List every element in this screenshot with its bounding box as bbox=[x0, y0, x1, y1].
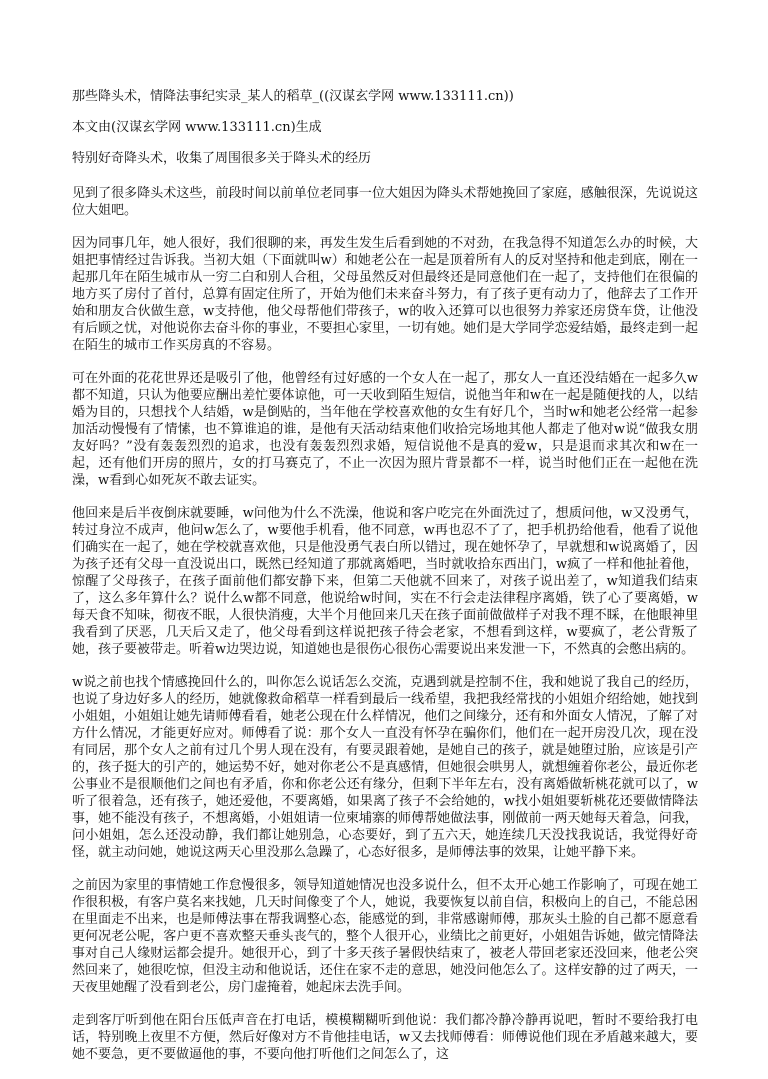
paragraph-phone-call: 走到客厅听到他在阳台压低声音在打电话，模模糊糊听到他说：我们都冷静冷静再说吧，暂时不要给我打电话，特别晚上夜里不方便，然后好像对方不肯他挂电话，w又去找师傅看：师傅说他们现在矛盾越来越大，要她不要急，更不要做逼他的事，不要向他打听他们之间怎么了，这 bbox=[72, 1013, 698, 1062]
paragraph-confrontation: 他回来是后半夜倒床就要睡，w问他为什么不洗澡，他说和客户吃完在外面洗过了，想质问他，w又没勇气，转过身泣不成声，他问w怎么了，w要他手机看，他不同意，w再也忍不了了，把手机扔给他看，他看了说他们确实在一起了，她在学校就喜欢他，只是他没勇气表白所以错过，现在她怀孕了，早就想和w说离婚了，因为孩子还有父母一直没说出口，既然已经知道了那就离婚吧，当时就收拾东西出门，w疯了一样和他扯着他，惊醒了父母孩子，在孩子面前他们都安静下来，但第二天他就不回来了，对孩子说出差了，w知道我们结束了，这么多年算什么？说什么w都不同意，他说给w时间，实在不行会走法律程序离婚，铁了心了要离婚，w每天食不知味，彻夜不眠，人很快消瘦，大半个月他回来几天在孩子面前做做样子对我不理不睬，在他眼神里我看到了厌恶，几天后又走了，他父母看到这样说把孩子待会老家，不想看到这样，w要疯了，老公背叛了她，孩子要被带走。听着w边哭边说，知道她也是很伤心很伤心需要说出来发泄一下，不然真的会憋出病的。 bbox=[72, 506, 698, 657]
source-note: 本文由(汉谋玄学网 www.133111.cn)生成 bbox=[72, 120, 322, 135]
document-title: 那些降头术，情降法事纪实录_某人的稻草_((汉谋玄学网 www.133111.cn)) bbox=[72, 89, 514, 104]
document-page bbox=[72, 88, 698, 1079]
paragraph-master-reading: w说之前也找个情感挽回什么的，叫你怎么说话怎么交流，克遇到就是控制不住，我和她说了我自己的经历，也说了身边好多人的经历，她就像救命稻草一样看到最后一线希望，我把我经常找的小姐姐介绍给她，她找到小姐姐，小姐姐让她先请师傅看看，她老公现在什么样情况，他们之间缘分，还有和外面女人情况，了解了对方什么情况，才能更好应对。师傅看了说：那个女人一直没有怀孕在骗你们，他们在一起开房没几次，现在没有同居，那个女人之前有过几个男人现在没有，有要灵跟着她，是她自己的孩子，就是她堕过胎，应该是引产的，孩子挺大的引产的，她运势不好，她对你老公不是真感情，但她很会哄男人，就想缠着你老公，最近你老公事业不是很顺他们之间也有矛盾，你和你老公还有缘分，但剩下半年左右，没有离婚做斩桃花就可以了，w听了很着急，还有孩子，她还爱他，不要离婚，如果离了孩子不会给她的，w找小姐姐要斩桃花还要做情降法事，她不能没有孩子，不想离婚，小姐姐请一位柬埔寨的师傅帮她做法事，刚做前一两天她每天着急，问我，问小姐姐，怎么还没动静，我们都让她别急，心态要好，到了五六天，她连续几天没找我说话，我觉得好奇怪，就主动问她，她说这两天心里没那么急躁了，心态好很多，是师傅法事的效果，让她平静下来。 bbox=[72, 675, 698, 860]
paragraph-background: 因为同事几年，她人很好，我们很聊的来，再发生发生后看到她的不对劲，在我急得不知道怎么办的时候，大姐把事情经过告诉我。当初大姐（下面就叫w）和她老公在一起是顶着所有人的反对坚持和他走到底，刚在一起那几年在陌生城市从一穷二白和别人合租，父母虽然反对但最终还是同意他们在一起了，支持他们在很偏的地方买了房付了首付，总算有固定住所了，开始为他们未来奋斗努力，有了孩子更有动力了，他辞去了工作开始和朋友合伙做生意，w支持他，他父母帮他们带孩子，w的收入还算可以也很努力养家还房贷车贷，让他没有后顾之忧，对他说你去奋斗你的事业，不要担心家里，一切有她。她们是大学同学恋爱结婚，最终走到一起在陌生的城市工作买房真的不容易。 bbox=[72, 236, 698, 353]
paragraph-affair: 可在外面的花花世界还是吸引了他，他曾经有过好感的一个女人在一起了，那女人一直还没结婚在一起多久w都不知道，只认为他要应酬出差忙要体谅他，可一天收到陌生短信，说他当年和w在一起是随便找的人，以结婚为目的，只想找个人结婚，w是倒贴的，当年他在学校喜欢他的女生有好几个，当时w和她老公经常一起参加活动慢慢有了情愫，也不算谁追的谁，是他有天活动结束他们收拾完场地其他人都走了他对w说“做我女朋友好吗？”没有轰轰烈烈的追求，也没有轰轰烈烈求婚，短信说他不是真的爱w，只是退而求其次和w在一起，还有他们开房的照片，女的打马赛克了，不止一次因为照片背景都不一样，说当时他们正在一起他在洗澡，w看到心如死灰不敢去证实。 bbox=[72, 371, 698, 488]
paragraph-intro: 见到了很多降头术这些，前段时间以前单位老同事一位大姐因为降头术帮她挽回了家庭，感触很深，先说说这位大姐吧。 bbox=[72, 186, 698, 218]
document-subtitle: 特别好奇降头术，收集了周围很多关于降头术的经历 bbox=[72, 151, 372, 166]
paragraph-change: 之前因为家里的事情她工作怠慢很多，领导知道她情况也没多说什么，但不太开心她工作影响了，可现在她工作很积极，有客户莫名来找她，几天时间像变了个人，她说，我要恢复以前自信，积极向上的自己，不能总困在里面走不出来，也是师傅法事在帮我调整心态，能感觉的到，非常感谢师傅，那灰头土脸的自己都不愿意看更何况老公呢，客户更不喜欢整天垂头丧气的，整个人很开心，业绩比之前更好，小姐姐告诉她，做完情降法事对自己人缘财运都会提升。她很开心，到了十多天孩子暑假快结束了，被老人带回老家还没回来，他老公突然回来了，她很吃惊，但没主动和他说话，还住在家不走的意思，她没问他怎么了。这样安静的过了两天，一天夜里她醒了没看到老公，房门虚掩着，她起床去洗手间。 bbox=[72, 878, 698, 995]
